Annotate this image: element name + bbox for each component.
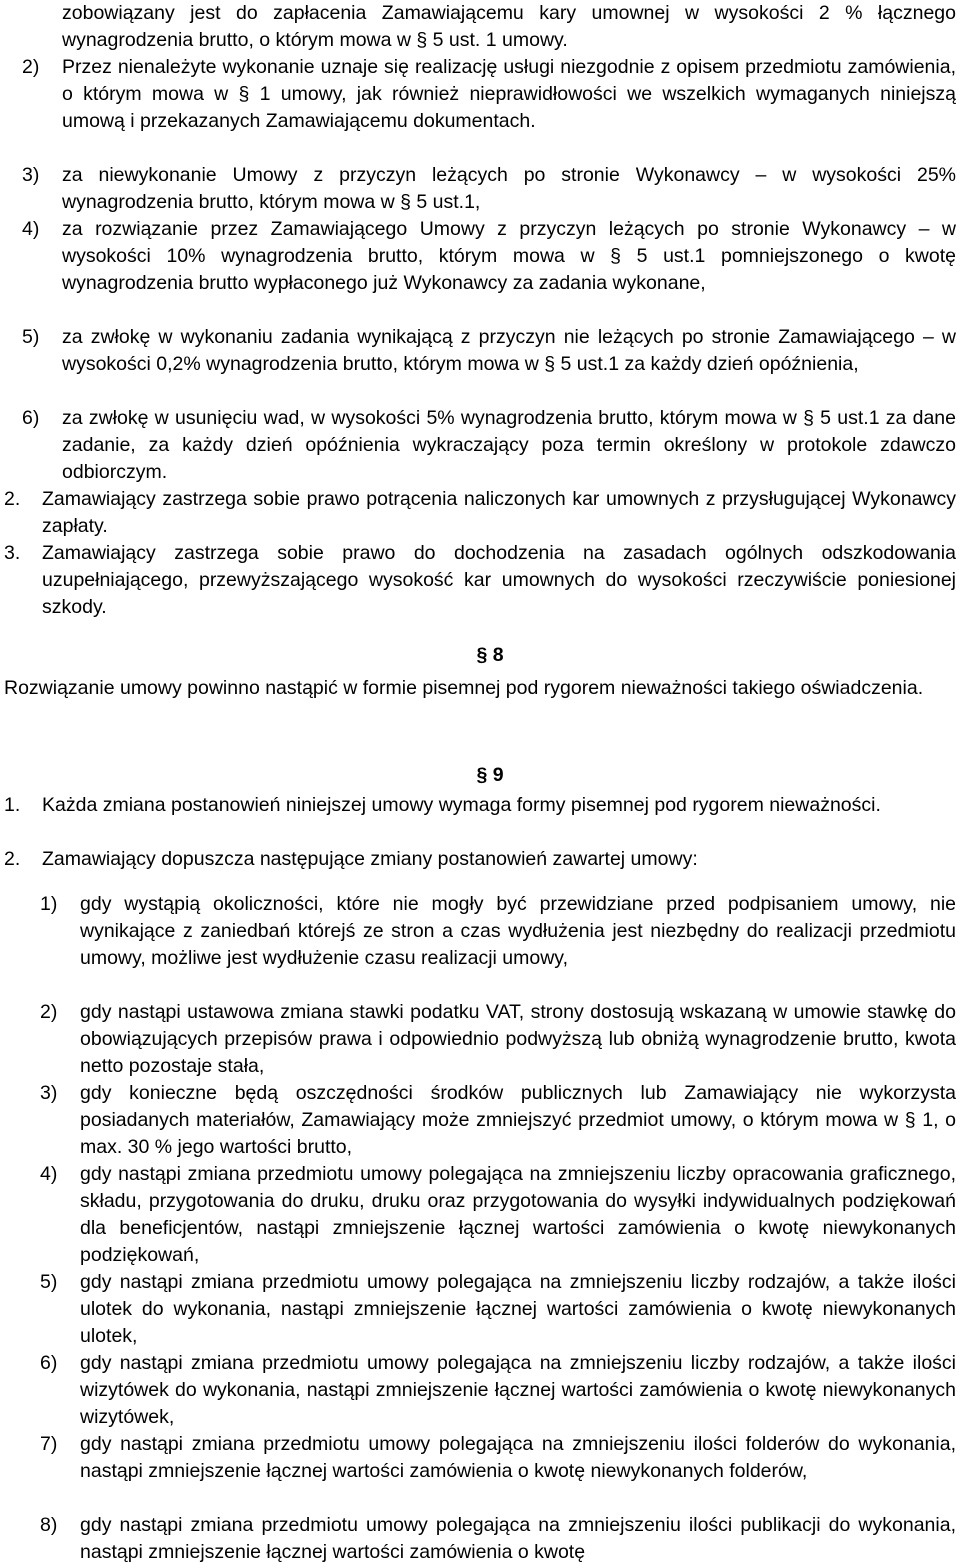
numbered-point [0,846,960,873]
change-item [0,1269,960,1350]
section-8-text: Rozwiązanie umowy powinno nastąpić w formie pisemnej pod rygorem nieważności takiego oświadczenia. [4,677,924,699]
change-item [0,891,960,972]
item-text: Zamawiający zastrzega sobie prawo do dochodzenia na zasadach ogólnych odszkodowania uzupełniającego, przewyższającego wysokość kar umownych do wysokości rzeczywiście poniesionej szkody. [42,542,956,618]
list-item [0,1350,960,1431]
item-text: Przez nienależyte wykonanie uznaje się realizację usługi niezgodnie z opisem przedmiotu zamówienia, o którym mowa w § 1 umowy, jak również nieprawidłowości we wszelkich wymaganych niniejszą umową i przekazanych Zamawiającemu dokumentach. [62,56,956,132]
item-number: 4) [22,218,40,240]
item-text: Każda zmiana postanowień niniejszej umowy wymaga formy pisemnej pod rygorem nieważności. [42,794,881,816]
item-text: za zwłokę w wykonaniu zadania wynikającą z przyczyn nie leżących po stronie Zamawiającego – w wysokości 0,2% wynagrodzenia brutto, którym mowa w § 5 ust.1 za każdy dzień opóźnienia, [62,326,956,375]
change-item [0,1080,960,1161]
section-8-paragraph [0,675,960,702]
item-number: 8) [40,1514,58,1536]
list-item [0,405,960,486]
item-text: gdy nastąpi zmiana przedmiotu umowy polegająca na zmniejszeniu ilości folderów do wykonania, nastąpi zmniejszenie łącznej wartości zamówienia o kwotę niewykonanych folderów, [80,1433,956,1482]
opening-text: zobowiązany jest do zapłacenia Zamawiającemu kary umownej w wysokości 2 % łącznego wynagrodzenia brutto, o którym mowa w § 5 ust. 1 umowy. [62,2,956,51]
section-heading-9: § 9 [476,764,504,786]
list-item [0,1512,960,1562]
list-item [0,999,960,1080]
item-text: gdy nastąpi ustawowa zmiana stawki podatku VAT, strony dostosują wskazaną w umowie stawkę do obowiązujących przepisów prawa i odpowiednio podwyższą lub obniżą wynagrodzenie brutto, kwota netto pozostaje stała, [80,1001,956,1077]
item-text: gdy nastąpi zmiana przedmiotu umowy polegająca na zmniejszeniu ilości publikacji do wykonania, nastąpi zmniejszenie łącznej wartości zamówienia o kwotę [80,1514,956,1562]
change-item [0,1512,960,1562]
list-item [0,216,960,297]
item-text: gdy konieczne będą oszczędności środków publicznych lub Zamawiający nie wykorzysta posiadanych materiałów, Zamawiający może zmniejszyć przedmiot umowy, o którym mowa w § 1, o max. 30 % jego wartości brutto, [80,1082,956,1158]
item-number: 6) [22,407,40,429]
list-item [0,54,960,135]
list-item [0,1080,960,1161]
list-item [0,162,960,216]
penalty-item [0,54,960,135]
numbered-point [0,486,960,540]
change-item [0,1350,960,1431]
penalty-item [0,405,960,486]
item-number: 3) [40,1082,58,1104]
list-item [0,540,960,621]
item-text: za zwłokę w usunięciu wad, w wysokości 5% wynagrodzenia brutto, którym mowa w § 5 ust.1 za dane zadanie, za każdy dzień opóźnienia wykraczający poza termin określony w protokole zdawczo odbiorczym. [62,407,956,483]
item-text: Zamawiający dopuszcza następujące zmiany postanowień zawartej umowy: [42,848,698,870]
penalty-item [0,324,960,378]
list-item [0,486,960,540]
list-item [0,846,960,873]
item-number: 3) [22,164,40,186]
item-number: 7) [40,1433,58,1455]
opening-paragraph [0,0,960,54]
change-item [0,999,960,1080]
item-number: 2. [4,488,21,510]
item-number: 2) [40,1001,58,1023]
item-text: za niewykonanie Umowy z przyczyn leżących po stronie Wykonawcy – w wysokości 25% wynagrodzenia brutto, którym mowa w § 5 ust.1, [62,164,956,213]
list-item [0,891,960,972]
list-item [0,1431,960,1485]
item-number: 2. [4,848,21,870]
item-text: gdy wystąpią okoliczności, które nie mogły być przewidziane przed podpisaniem umowy, nie wynikające z zaniedbań którejś ze stron a czas wydłużenia jest niezbędny do realizacji przedmiotu umowy, możliwe jest wydłużenie czasu realizacji umowy, [80,893,956,969]
list-item [0,324,960,378]
list-item [0,1161,960,1269]
item-text: gdy nastąpi zmiana przedmiotu umowy polegająca na zmniejszeniu liczby opracowania graficznego, składu, przygotowania do druku, druku oraz przygotowania do wysyłki indywidualnych podziękowań dla beneficjentów, nastąpi zmniejszenie łącznej wartości zamówienia o kwotę niewykonanych podziękowań, [80,1163,956,1266]
penalty-item [0,162,960,216]
item-number: 6) [40,1352,58,1374]
item-number: 5) [22,326,40,348]
item-text: Zamawiający zastrzega sobie prawo potrącenia naliczonych kar umownych z przysługującej Wykonawcy zapłaty. [42,488,956,537]
item-number: 3. [4,542,21,564]
item-text: gdy nastąpi zmiana przedmiotu umowy polegająca na zmniejszeniu liczby rodzajów, a także ilości wizytówek do wykonania, nastąpi zmniejszenie łącznej wartości zamówienia o kwotę niewykonanych wizytówek, [80,1352,956,1428]
change-item [0,1161,960,1269]
item-number: 1. [4,794,21,816]
list-item [0,792,960,819]
change-item [0,1431,960,1485]
item-number: 4) [40,1163,58,1185]
list-item [0,1269,960,1350]
item-number: 2) [22,56,40,78]
section-heading-8: § 8 [476,644,504,666]
penalty-item [0,216,960,297]
numbered-point [0,540,960,621]
numbered-point [0,792,960,819]
item-number: 5) [40,1271,58,1293]
item-number: 1) [40,893,58,915]
item-text: gdy nastąpi zmiana przedmiotu umowy polegająca na zmniejszeniu liczby rodzajów, a także ilości ulotek do wykonania, nastąpi zmniejszenie łącznej wartości zamówienia o kwotę niewykonanych ulotek, [80,1271,956,1347]
item-text: za rozwiązanie przez Zamawiającego Umowy z przyczyn leżących po stronie Wykonawcy – w wysokości 10% wynagrodzenia brutto, którym mowa w § 5 ust.1 pomniejszonego o kwotę wynagrodzenia brutto wypłaconego już Wykonawcy za zadania wykonane, [62,218,956,294]
